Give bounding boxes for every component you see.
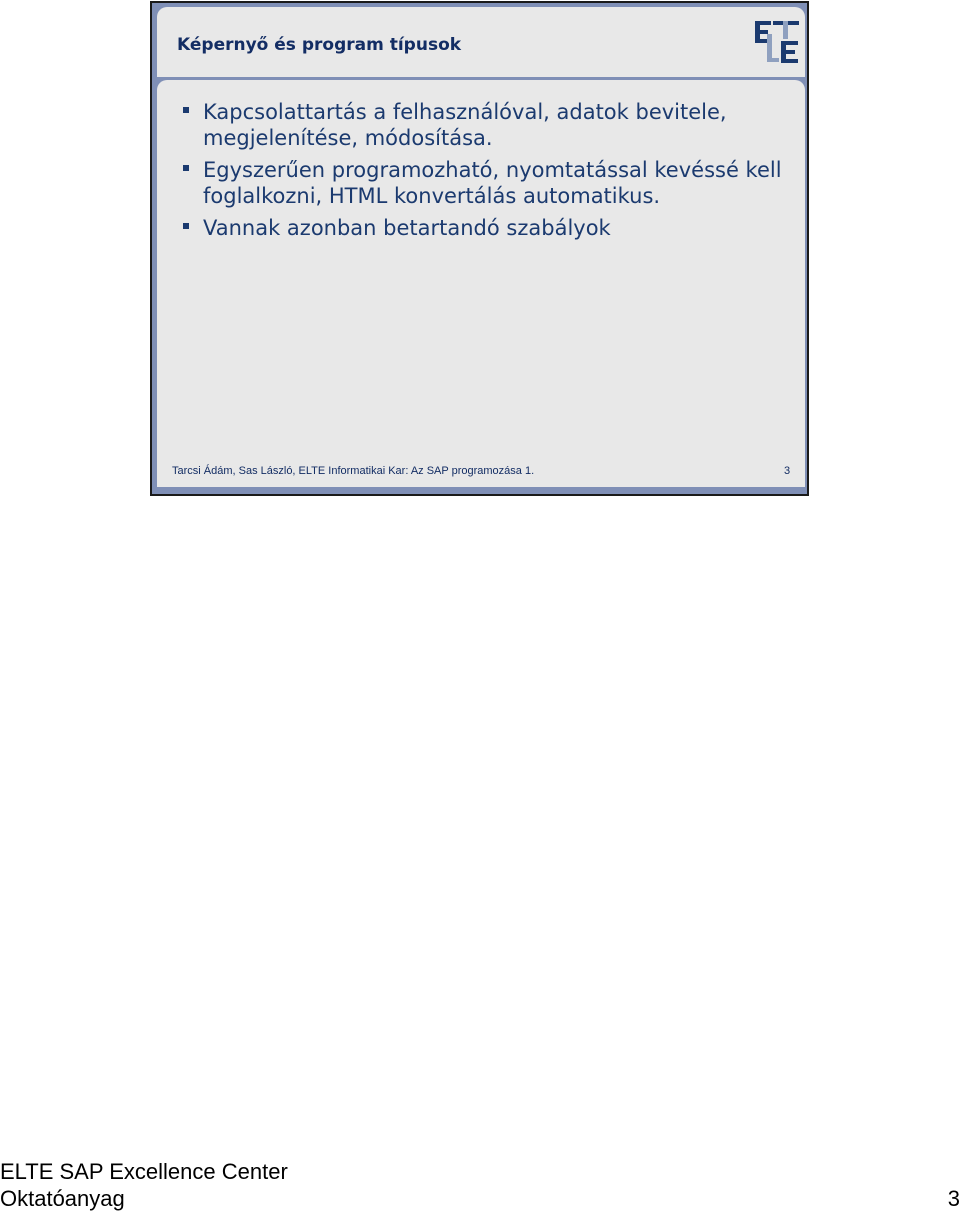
page-footer-title: ELTE SAP Excellence Center (0, 1159, 288, 1184)
elte-logo (753, 17, 801, 67)
slide-number: 3 (784, 465, 791, 477)
page-number: 3 (947, 1186, 960, 1211)
bullet-text: Vannak azonban betartandó szabályok (203, 216, 611, 240)
square-bullet-icon (183, 165, 189, 171)
square-bullet-icon (183, 223, 189, 229)
slide-footer-text: Tarcsi Ádám, Sas László, ELTE Informatikai Kar: Az SAP programozása 1. (172, 465, 535, 477)
square-bullet-icon (183, 107, 189, 113)
slide (150, 1, 809, 496)
page-footer-subtitle: Oktatóanyag (0, 1186, 125, 1211)
bullet-list (177, 99, 797, 247)
bullet-text: Kapcsolattartás a felhasználóval, adatok bevitele, megjelenítése, módosítása. (203, 100, 727, 150)
bullet-text: Egyszerűen programozható, nyomtatással kevéssé kell foglalkozni, HTML konvertálás automatikus. (203, 158, 782, 208)
slide-title: Képernyő és program típusok (177, 35, 462, 55)
slide-title-bar (157, 7, 805, 77)
bullet-item (177, 215, 797, 241)
bullet-item (177, 99, 797, 151)
bullet-item (177, 157, 797, 209)
slide-content (157, 80, 805, 487)
